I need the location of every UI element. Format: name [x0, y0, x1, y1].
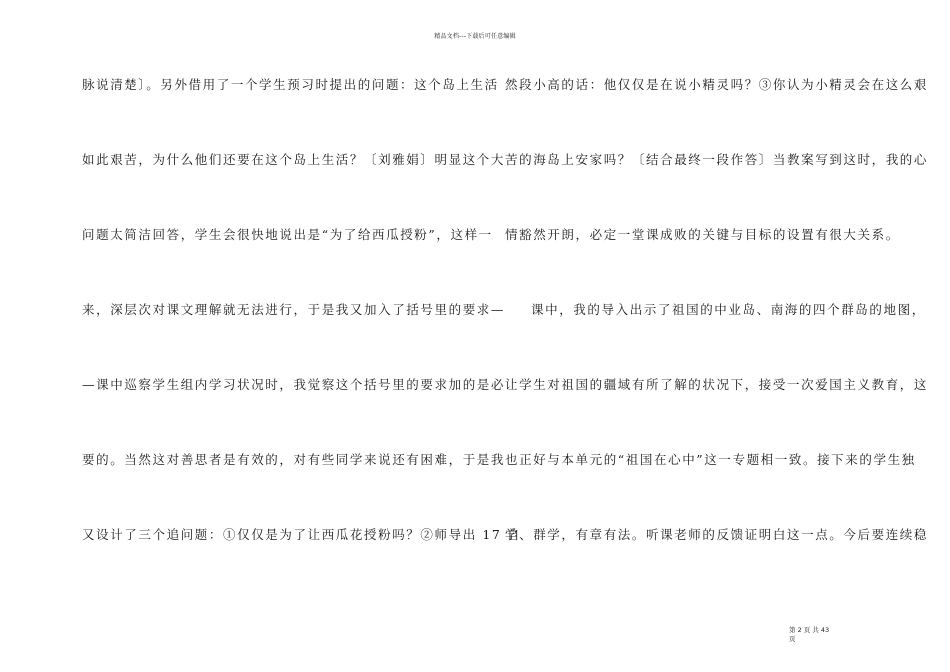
paragraph-start-line: 课中，我的导入出示了祖国的中业岛、南海的四个群岛的地图， [531, 302, 926, 317]
text-line: 学、群学，有章有法。听课老师的反馈证明白这一点。今后要连续稳 [505, 527, 929, 542]
text-line: 让学生对祖国的疆域有所了解的状况下，接受一次爱国主义教育，这 [505, 377, 929, 392]
text-line: 又设计了三个追问题：①仅仅是为了让西瓜花授粉吗？②师导出 17 自 [82, 527, 522, 542]
text-line: 情豁然开朗，必定一堂课成败的关键与目标的设置有很大关系。 [505, 227, 900, 242]
text-line: 脉说清楚〕。另外借用了一个学生预习时提出的问题：这个岛上生活 [82, 77, 499, 92]
text-line: 然段小高的话：他仅仅是在说小精灵吗？③你认为小精灵会在这么艰 [505, 77, 929, 92]
text-line: 要的。当然这对善思者是有效的，对有些同学来说还有困难，于是我 [82, 452, 506, 467]
text-line: —课中巡察学生组内学习状况时，我觉察这个括号里的要求加的是必 [82, 377, 506, 392]
text-line: 如此艰苦，为什么他们还要在这个岛上生活？〔刘雅娟〕明显这个大 [82, 152, 506, 167]
page-number: 第 2 页 共 43 页 [789, 626, 830, 643]
text-line: 也正好与本单元的“祖国在心中”这一专题相一致。接下来的学生独 [505, 452, 916, 467]
text-line: 来，深层次对课文理解就无法进行，于是我又加入了括号里的要求— [82, 302, 506, 317]
text-line: 问题太简洁回答，学生会很快地说出是“为了给西瓜授粉”，这样一 [82, 227, 493, 242]
text-line: 苦的海岛上安家吗？〔结合最终一段作答〕当教案写到这时，我的心 [505, 152, 929, 167]
page-header: 精品文档---下载后可任意编辑 [434, 33, 516, 40]
